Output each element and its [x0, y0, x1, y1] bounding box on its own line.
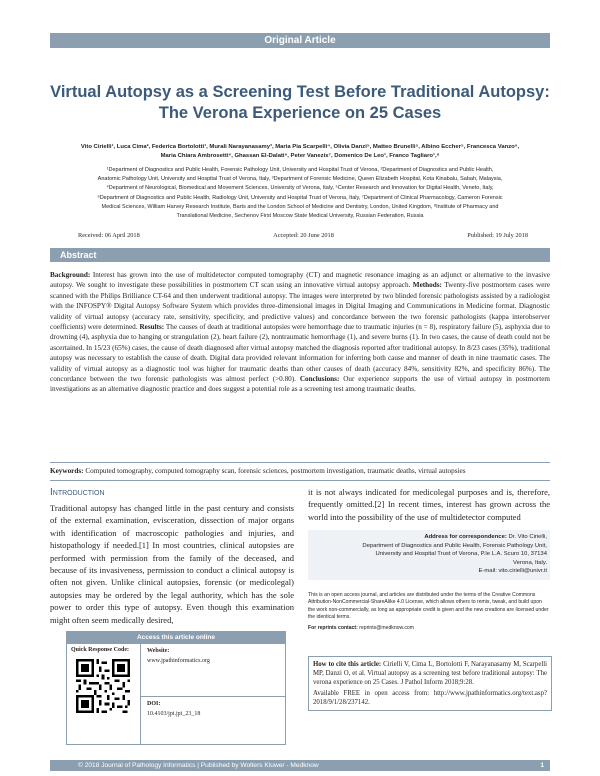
license-text: This is an open access journal, and articles are distributed under the terms of the Creative Commons Attribution-NonCommercial-ShareAlike 4.0 License, which allows others to remix, tweak, and build upon the work non-commercially, as long as appropriate credit is given and the new creations are licensed under the identical terms. — [308, 592, 549, 620]
citation-box — [308, 656, 552, 711]
methods-label: Methods: — [412, 281, 442, 290]
website-link[interactable]: www.jpathinformatics.org — [147, 658, 210, 664]
background-label: Background: — [50, 271, 91, 279]
doi-link[interactable]: 10.4103/jpi.jpi_23_18 — [147, 711, 201, 717]
correspondence-line: University and Hospital Trust of Verona, P.le L.A. Scuro 10, 37134 — [375, 551, 547, 558]
citation-text: Cirielli V, Cima L, Bortolotti F, Narayanasamy M, Scarpelli MP, Danzi O, et al. Virtual autopsy as a screening test before traditional autopsy: The verona experience on 25 Cases. J Pathol Inform 2018;9:28. — [313, 661, 547, 686]
qr-code-icon[interactable] — [76, 659, 130, 713]
abstract-body — [50, 270, 550, 395]
keywords-text: Computed tomography, computed tomography scan, forensic sciences, postmortem investigation, traumatic deaths, virtual autopsies — [85, 467, 466, 475]
page-number: 1 — [540, 762, 544, 769]
affiliation-line: Anatomic Pathology Unit, University and Hospital Trust of Verona, Italy, ³Department of Forensic Medicine, Queen Elizabeth Hospital, Kota Kinabalu, Sabah, Malaysia, — [97, 176, 503, 183]
title-line-2: The Verona Experience on 25 Cases — [158, 104, 442, 122]
qr-cell — [67, 644, 141, 744]
website-label: Website: — [147, 648, 170, 654]
results-label: Results: — [139, 323, 165, 332]
introduction-left-column: Traditional autopsy has changed little in the past century and consists of the external examination, evisceration, dissection of major organs with identification of macroscopic pathologies and injuries, and histopathology if needed.[1] In most countries, clinical autopsies are performed with permission from the family of the deceased, and because of its invasiveness, permission to conduct a clinical autopsy is often not given. Unlike clinical autopsies, forensic (or medicolegal) autopsies may be ordered by the legal authority, which has the sole power to order this type of autopsy. Even though this examination might often seem medically desired, — [50, 503, 294, 625]
received-date: Received: 06 April 2018 — [78, 232, 140, 239]
doi-label: DOI: — [147, 701, 161, 707]
correspondence-line: Department of Diagnostics and Public Health, Forensic Pathology Unit, — [362, 542, 547, 549]
introduction-right-column: it is not always indicated for medicolegal purposes and is, therefore, frequently omitted.[2] In recent times, interest has grown across the world into the possibility of the use of multidetector computed — [308, 487, 550, 522]
correspondence-line: Verona, Italy. — [513, 559, 547, 566]
article-title — [40, 82, 560, 124]
correspondence-name: Dr. Vito Cirielli, — [508, 534, 547, 540]
article-dates — [78, 232, 528, 239]
affiliations — [55, 166, 545, 221]
correspondence-email[interactable]: E-mail: vito.cirielli@univr.it — [478, 568, 547, 575]
authors-line-2: Maria Chiara Ambrosetti⁶, Ghassan El-Dalati⁶, Peter Vanezis⁷, Domenico De Leo¹, Franco Tagliaro¹,⁸ — [160, 153, 440, 159]
methods-text: Twenty-five postmortem cases were scanned with the Philips Brilliance CT-64 and then underwent traditional autopsy. The images were interpreted by two blinded forensic pathologists assisted by a radiologist with the INFOSPY® Digital Autopsy Software System which provides three-dimensional images in Digital Imaging and Communications in Medicine format. Diagnostic validity of virtual autopsy (accuracy rate, sensitivity, specificity, and predictive values) and concordance between the two forensic pathologists (kappa interobserver coefficients) were determined. — [50, 281, 550, 332]
title-line-1: Virtual Autopsy as a Screening Test Before Traditional Autopsy: — [50, 83, 550, 101]
accepted-date: Accepted: 20 June 2018 — [273, 232, 334, 239]
results-text: The causes of death at traditional autopsies were hemorrhage due to traumatic injuries (n = 8), respiratory failure (5), asphyxia due to drowning (4), asphyxia due to hanging or strangulation (2), heart failure (2), nontraumatic hemorrhage (1), and severe burns (1). In two cases, the cause of death could not be ascertained. In 15/23 (65%) cases, the cause of death diagnosed after virtual autopsy matched the diagnosis reported after traditional autopsy. In 8/23 cases (35%), traditional autopsy was necessary to establish the cause of death. Digital data provided relevant information for inferring both cause and manner of death in nine traumatic cases. The validity of virtual autopsy as a diagnostic tool was higher for traumatic deaths than other causes of death (accuracy 84%, sensitivity 82%, and specificity 86%). The concordance between the two forensic pathologists was almost perfect (>0.80). — [50, 323, 551, 384]
correspondence-box — [308, 530, 550, 580]
affiliation-line: Translational Medicine, Sechenov First Moscow State Medical University, Russian Federation, Russia — [176, 213, 424, 220]
affiliation-line: ⁶Department of Diagnostics and Public Health, Radiology Unit, University and Hospital Trust of Verona, Italy, ⁷Department of Clinical Pharmacology, Cameron Forensic — [97, 194, 503, 201]
affiliation-line: ¹Department of Diagnostics and Public Health, Forensic Pathology Unit, University and Hospital Trust of Verona, ²Department of Diagnostics and Public Health, — [106, 167, 494, 173]
qr-label: Quick Response Code: — [71, 647, 130, 653]
abstract-heading: Abstract — [60, 250, 97, 260]
reprints-label: For reprints contact: — [308, 625, 358, 632]
affiliation-line: ⁴Department of Neurological, Biomedical and Movement Sciences, University of Verona, Italy, ⁵Center Research and Innovation for Digital Health, Veneto, Italy, — [106, 185, 494, 192]
reprints-email[interactable]: reprints@medknow.com — [359, 625, 414, 632]
citation-label: How to cite this article: — [313, 661, 382, 668]
correspondence-label: Address for correspondence: — [424, 534, 507, 540]
affiliation-line: Medical Sciences, William Harvey Research Institute, Barts and the London School of Medicine and Dentistry, London, United Kingdom, ⁸Institute of Pharmacy and — [101, 203, 499, 210]
section-label-band — [50, 33, 550, 48]
published-date: Published: 19 July 2018 — [467, 232, 528, 239]
access-heading: Access this article online — [67, 632, 285, 644]
citation-availability[interactable]: Available FREE in open access from: http://www.jpathinformatics.org/text.asp?2018/9/1/28/237142. — [313, 690, 547, 706]
keywords-label: Keywords: — [50, 467, 84, 475]
doi-cell — [141, 697, 285, 743]
access-online-table — [66, 631, 286, 745]
website-cell — [141, 644, 285, 697]
introduction-heading: Introduction — [50, 487, 105, 498]
abstract-heading-band — [50, 248, 550, 262]
page-footer — [50, 760, 550, 771]
conclusions-label: Conclusions: — [299, 375, 340, 384]
footer-copyright: © 2018 Journal of Pathology Informatics | Published by Wolters Kluwer - Medknow — [78, 762, 319, 769]
conclusions-text: Our experience supports the use of virtual autopsy in postmortem investigations as an alternative diagnostic practice and does suggest a potential role as a screening test among traumatic deaths. — [50, 375, 551, 394]
license-notice — [308, 592, 550, 632]
section-label: Original Article — [264, 35, 336, 46]
authors-line-1: Vito Cirielli¹, Luca Cima², Federica Bortolotti¹, Murali Narayanasamy³, Maria Pia Scarpelli⁴, Olivia Danzi⁵, Matteo Brunelli⁵, Albino Eccher⁵, Francesca Vanzo⁶, — [80, 144, 520, 150]
keywords — [50, 462, 550, 481]
background-text: Interest has grown into the use of multidetector computed tomography (CT) and magnetic resonance imaging as an adjunct or alternative to the invasive autopsy. We sought to investigate these possibilities in postmortem CT scan using an innovative virtual autopsy approach. — [50, 271, 550, 290]
author-list — [55, 143, 545, 161]
